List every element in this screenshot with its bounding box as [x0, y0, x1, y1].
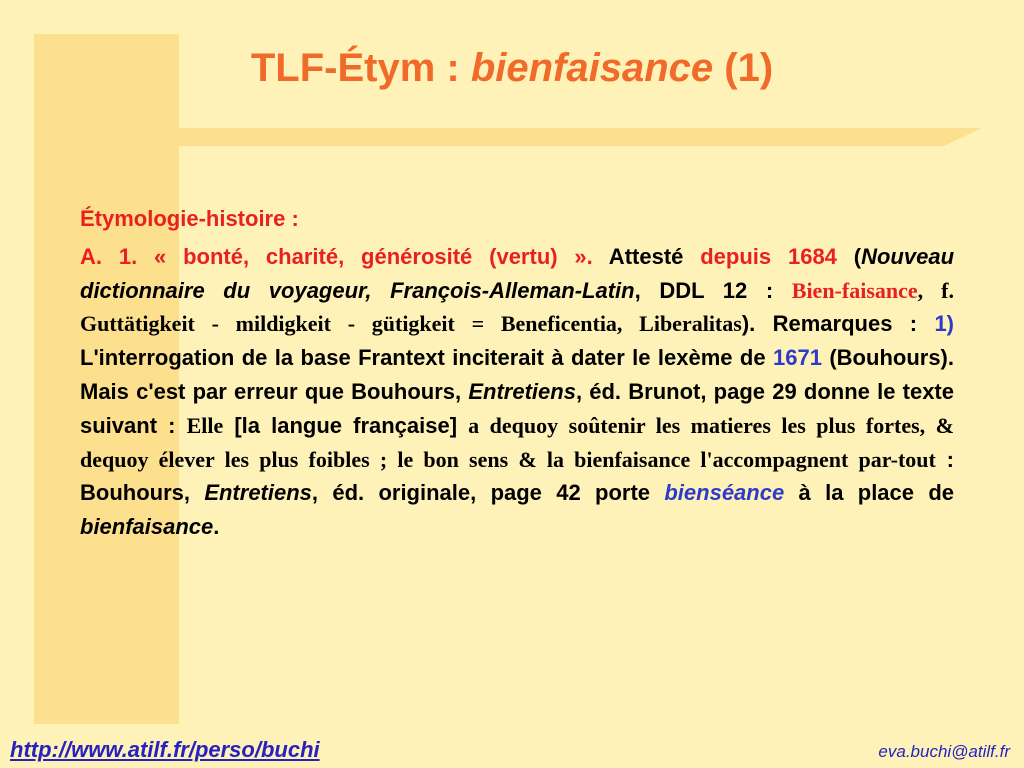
text-run: .: [213, 514, 220, 540]
source-title: Nouveau dictionnaire du voyageur, François-Alleman-Latin: [80, 243, 955, 303]
quoted-form: Bien-faisance: [791, 277, 918, 303]
text-run: L'interrogation de la base Frantext inciterait à dater le lexème de: [80, 345, 773, 371]
word-bienseance: bienséance: [664, 480, 785, 506]
remark-number: 1): [934, 311, 954, 337]
text-run: à la place de: [784, 480, 955, 506]
text-run: ). Remarques :: [741, 311, 935, 337]
slide-content: [80, 202, 954, 544]
text-run: Attesté: [592, 243, 701, 269]
text-run: (: [836, 243, 862, 269]
sense-definition: A. 1. « bonté, charité, générosité (vertu) ».: [80, 243, 593, 269]
word-bienfaisance: bienfaisance: [80, 514, 214, 540]
date-1671: 1671: [773, 345, 822, 371]
quotation: a dequoy soûtenir les matieres les plus fortes, & dequoy élever les plus foibles ; le bon sens & la bienfaisance l'accompagnent par-tout: [80, 412, 954, 472]
etymology-paragraph: [80, 240, 954, 544]
quoted-gloss: , f. Guttätigkeit - mildigkeit - gütigkeit = Beneficentia, Liberalitas: [80, 277, 954, 337]
text-run: , éd. Brunot, page 29 donne le texte suivant :: [80, 378, 954, 438]
text-run: , éd. originale, page 42 porte: [311, 480, 665, 506]
date-attested: depuis 1684: [700, 243, 837, 269]
slide-title: [0, 46, 1024, 91]
text-run: : Bouhours,: [80, 446, 954, 506]
title-prefix: TLF-Étym :: [250, 46, 471, 90]
quotation-start: Elle: [186, 412, 224, 438]
decorative-title-rule: [34, 128, 982, 146]
footer-link[interactable]: http://www.atilf.fr/perso/buchi: [10, 737, 320, 762]
work-title: Entretiens: [204, 480, 312, 506]
text-run: [la langue française]: [223, 412, 469, 438]
text-run: , DDL 12 :: [634, 277, 792, 303]
title-suffix: (1): [713, 46, 774, 90]
work-title: Entretiens: [468, 378, 576, 404]
section-heading: Étymologie-histoire :: [80, 206, 299, 231]
footer-email[interactable]: eva.buchi@atilf.fr: [878, 742, 1010, 761]
text-run: (Bouhours). Mais c'est par erreur que Bouhours,: [80, 345, 954, 404]
title-word: bienfaisance: [470, 46, 714, 90]
